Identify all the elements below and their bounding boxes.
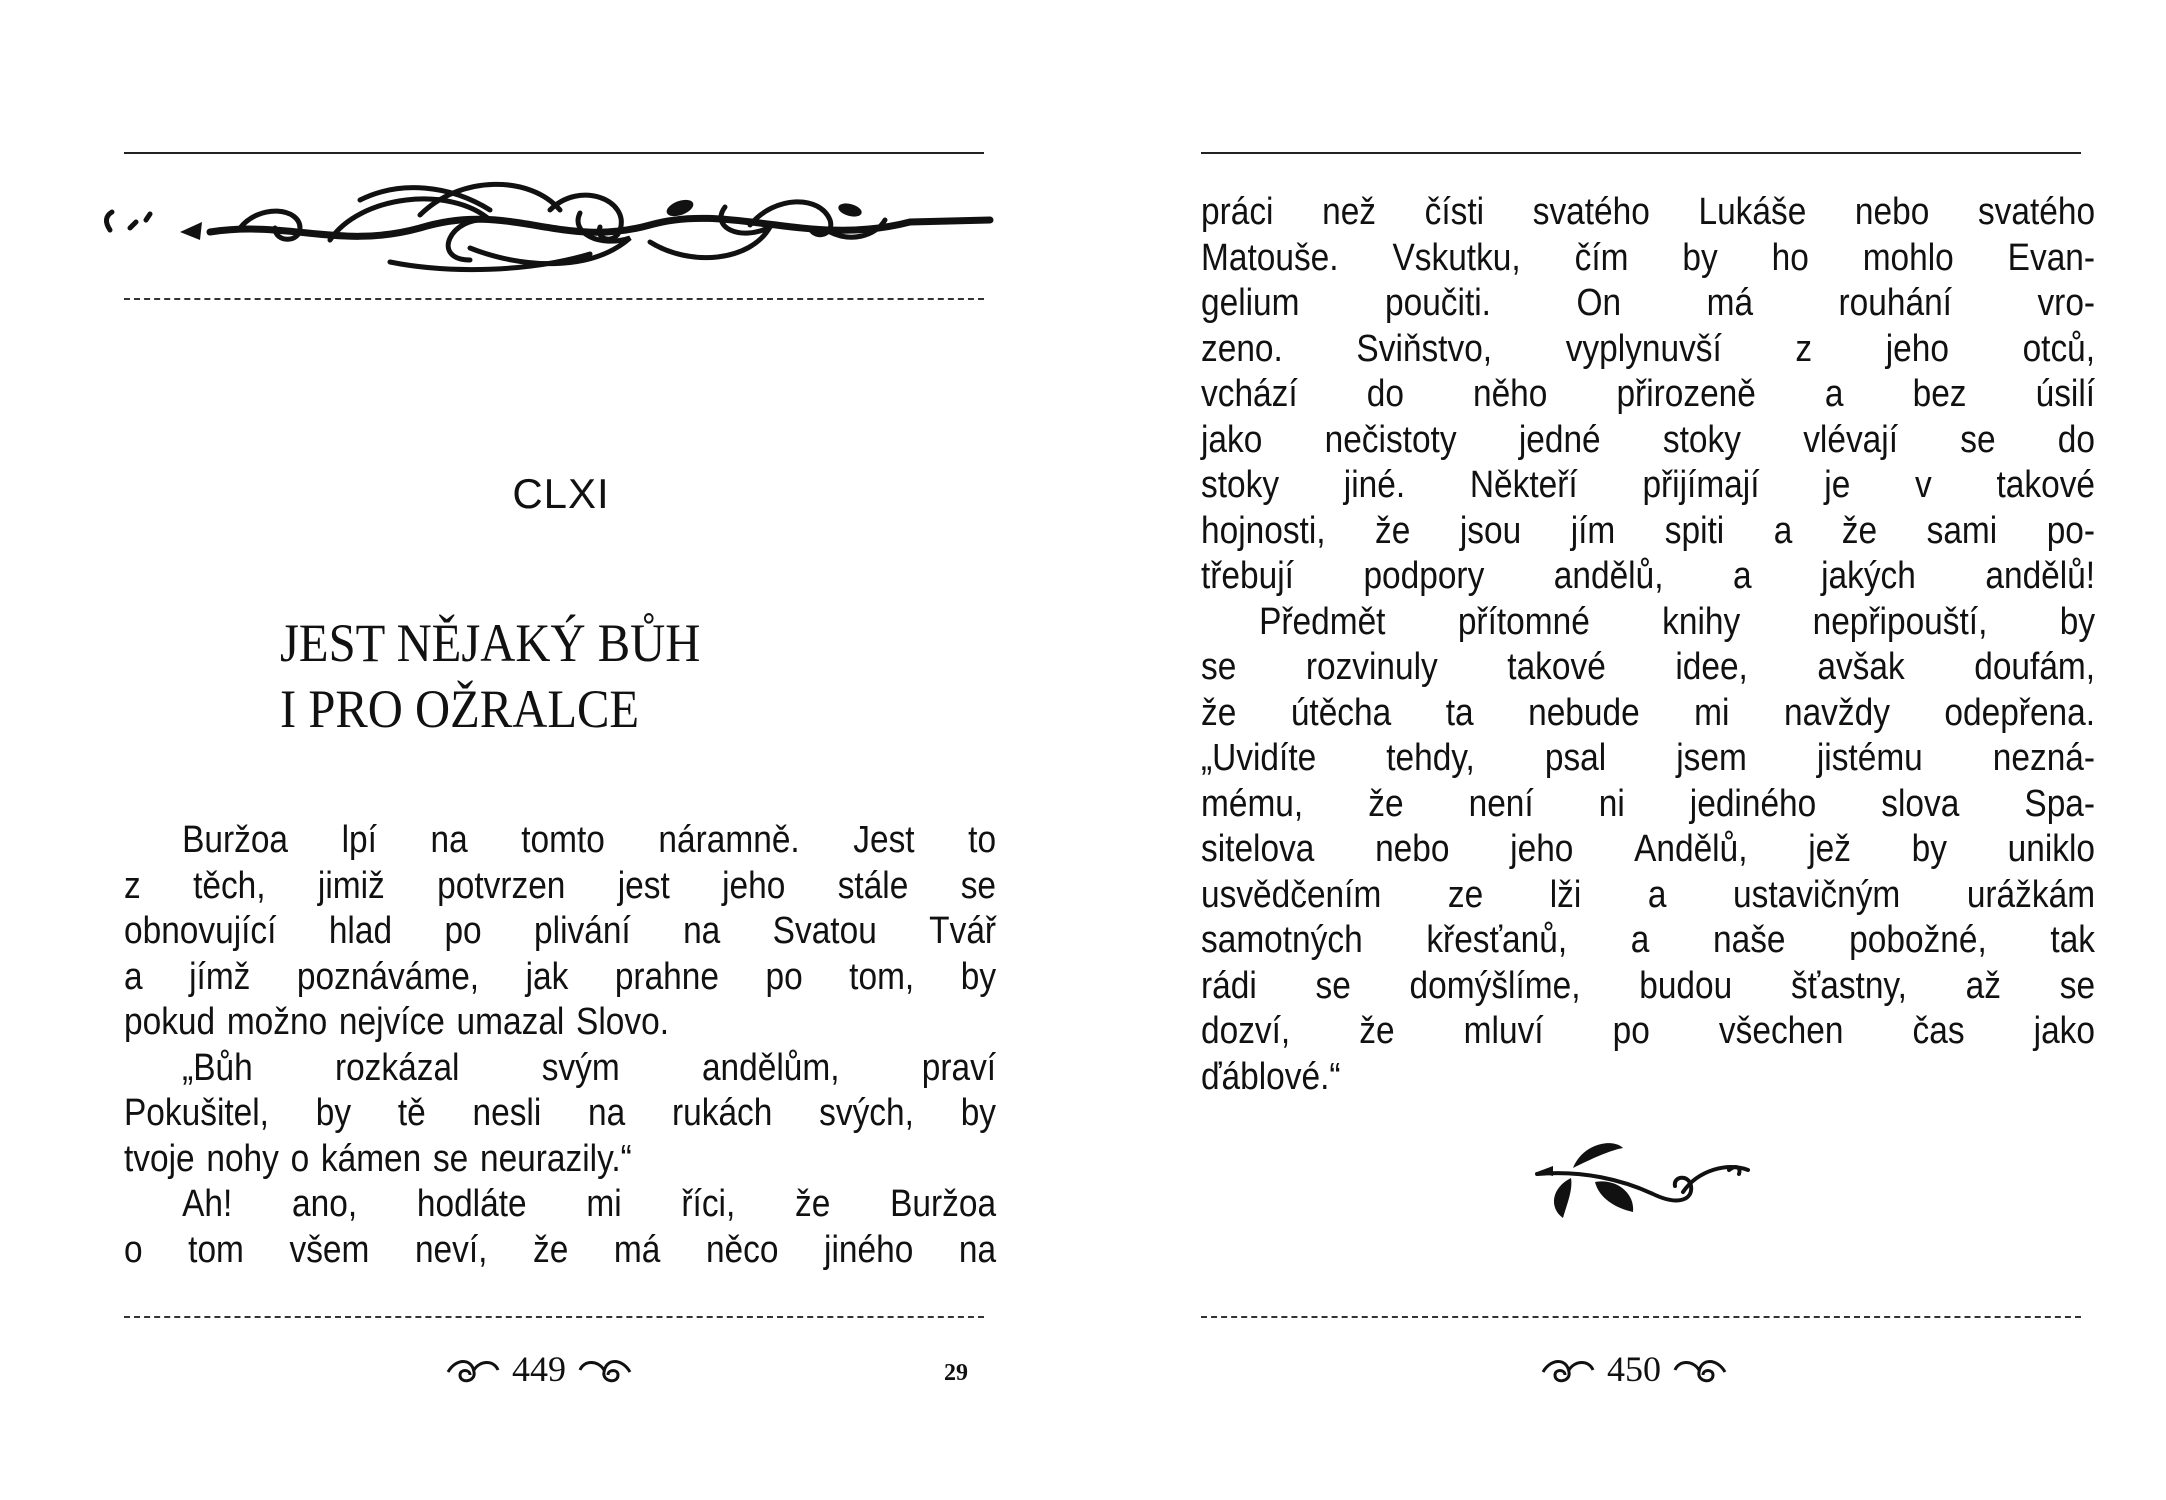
word: sitelova (1201, 828, 1315, 870)
word: tě (397, 1092, 426, 1134)
word: že (1841, 509, 1878, 552)
word: neví, (414, 1228, 488, 1271)
word: hojnosti, (1201, 509, 1326, 552)
word: jistému (1816, 737, 1923, 779)
word: šťastny, (1790, 964, 1907, 1007)
word: o (290, 1137, 310, 1180)
text-line (1201, 736, 2095, 782)
word: na (683, 910, 721, 952)
word: Svatou (772, 910, 877, 952)
word: křesťanů, (1426, 919, 1568, 961)
word: budou (1639, 964, 1733, 1007)
word: práci (1201, 191, 1274, 233)
text-line (124, 1091, 996, 1137)
vine-ornament-header (90, 170, 1020, 280)
word: má (613, 1228, 661, 1271)
word: jím (1570, 509, 1616, 552)
word: se (1960, 418, 1996, 461)
text-line (1201, 873, 2095, 919)
word: Tvář (929, 910, 997, 952)
word: a (1630, 919, 1650, 961)
page-number: 450 (1607, 1349, 1661, 1389)
word: po (1612, 1010, 1650, 1052)
word: svatého (1977, 191, 2096, 233)
word: Matouše. (1201, 236, 1339, 279)
word: jsou (1459, 509, 1522, 552)
right-body-text (1201, 190, 2095, 1100)
word: mi (1694, 691, 1730, 734)
word: slova (1881, 782, 1960, 825)
word: něco (705, 1228, 779, 1271)
word: na (588, 1092, 626, 1134)
top-rule (124, 152, 984, 154)
left-body-text (124, 818, 996, 1273)
word: není (1468, 782, 1534, 825)
word: jeho (722, 864, 786, 907)
word: se (432, 1137, 469, 1180)
signature-mark: 29 (944, 1360, 968, 1386)
word: jediného (1689, 782, 1817, 825)
word: že (1359, 1010, 1395, 1052)
word: nebude (1528, 691, 1640, 734)
word: všechen (1718, 1010, 1844, 1052)
word: rouhání (1838, 282, 1952, 324)
word: až (1965, 964, 2002, 1007)
word: andělů, (1553, 555, 1664, 597)
word: plivání (534, 910, 631, 952)
word: třebují (1201, 555, 1294, 597)
word: praví (921, 1046, 997, 1089)
word: jak (525, 955, 569, 998)
text-line (124, 1046, 996, 1092)
word: doufám, (1974, 646, 2096, 688)
word: ďáblové.“ (1201, 1055, 1341, 1098)
word: lži (1549, 873, 1582, 916)
word: že (1201, 691, 1237, 734)
word: zeno. (1201, 327, 1283, 370)
word: jako (1201, 418, 1263, 461)
word: takové (1507, 646, 1606, 688)
word: je (1824, 464, 1851, 506)
word: rozvinuly (1305, 646, 1438, 688)
text-line (124, 1137, 996, 1183)
footer-rule (1201, 1316, 2081, 1318)
word: ze (1447, 873, 1484, 916)
text-line (1201, 600, 2095, 646)
word: Předmět (1259, 600, 1386, 643)
word: svatého (1532, 191, 1650, 233)
text-line (1201, 281, 2095, 327)
word: sami (1926, 509, 1998, 552)
chapter-title (280, 610, 748, 742)
word: jeho (1885, 327, 1949, 370)
word: ano, (292, 1183, 358, 1225)
right-page (1083, 0, 2166, 1500)
word: čísti (1424, 191, 1485, 233)
word: poučiti. (1385, 282, 1491, 324)
word: tomto (521, 819, 605, 861)
word: vlévají (1803, 418, 1898, 461)
word: říci, (681, 1183, 736, 1225)
word: se (1315, 964, 1351, 1007)
word: se (2059, 964, 2096, 1007)
text-line (124, 818, 996, 864)
text-line (1201, 782, 2095, 828)
text-line (1201, 418, 2095, 464)
text-line (124, 955, 996, 1001)
word: prahne (614, 955, 719, 998)
word: všem (289, 1228, 370, 1271)
word: vro- (2037, 282, 2096, 324)
word: hodláte (416, 1183, 527, 1225)
scroll-ornament-left-icon (1539, 1354, 1597, 1384)
word: nejvíce (338, 1001, 445, 1043)
text-line (124, 909, 996, 955)
word: rádi (1201, 964, 1257, 1007)
word: na (958, 1228, 997, 1271)
word: tehdy, (1386, 737, 1475, 779)
text-line (1201, 827, 2095, 873)
word: tom, (849, 955, 915, 998)
word: nezná- (1992, 737, 2096, 779)
word: že (795, 1183, 831, 1225)
text-line (1201, 691, 2095, 737)
word: po- (2046, 509, 2096, 552)
word: mluví (1463, 1010, 1544, 1052)
word: o (124, 1228, 143, 1271)
word: vyplynuvší (1565, 327, 1722, 370)
word: úsilí (2035, 373, 2096, 415)
text-line (1201, 463, 2095, 509)
word: andělům, (701, 1046, 840, 1089)
text-line (124, 1182, 996, 1228)
word: jimiž (317, 864, 385, 907)
header-rule-lower (124, 298, 984, 300)
word: uniklo (2007, 828, 2096, 870)
word: jež (1808, 828, 1851, 870)
word: má (1706, 282, 1754, 324)
page-number: 449 (512, 1349, 566, 1389)
word: jedné (1518, 418, 1601, 461)
text-line (1201, 372, 2095, 418)
chapter-title-line: JEST NĚJAKÝ BŮH (280, 613, 701, 673)
word: to (968, 819, 997, 861)
word: v (1915, 464, 1932, 506)
word: obnovující (124, 910, 277, 952)
word: a (124, 955, 143, 998)
text-line (124, 1000, 996, 1046)
text-line (124, 1228, 996, 1274)
word: než (1322, 191, 1377, 233)
word: Někteří (1469, 464, 1578, 506)
word: podpory (1363, 555, 1485, 597)
word: po (444, 910, 482, 952)
word: nesli (472, 1092, 542, 1134)
word: náramně. (658, 819, 800, 861)
word: Vskutku, (1392, 236, 1521, 279)
word: by (1911, 828, 1947, 870)
word: ta (1445, 691, 1474, 734)
word: ho (1771, 236, 1809, 279)
word: se (1201, 646, 1237, 688)
word: tak (2050, 919, 2096, 961)
word: rozkázal (334, 1046, 460, 1089)
word: jímž (189, 955, 251, 998)
word: že (1368, 782, 1404, 825)
word: Jest (853, 819, 915, 861)
word: Lukáše (1698, 191, 1807, 233)
word: do (2057, 418, 2096, 461)
word: Buržoa (182, 819, 289, 861)
word: přirozeně (1616, 373, 1756, 415)
word: naše (1713, 919, 1786, 961)
word: nohy (206, 1137, 279, 1180)
word: jest (617, 864, 670, 907)
text-line (1201, 964, 2095, 1010)
word: jeho (1510, 828, 1574, 870)
word: takové (1996, 464, 2096, 506)
word: idee, (1675, 646, 1748, 688)
word: psal (1544, 737, 1607, 779)
word: mému, (1201, 782, 1304, 825)
text-line (1201, 236, 2095, 282)
word: z (124, 864, 141, 907)
word: bez (1912, 373, 1967, 415)
word: jiné. (1343, 464, 1406, 506)
word: spiti (1664, 509, 1725, 552)
word: mi (586, 1183, 622, 1225)
word: tom (188, 1228, 244, 1271)
word: těch, (193, 864, 266, 907)
word: knihy (1662, 600, 1741, 643)
word: samotných (1201, 919, 1363, 961)
word: nebo (1854, 191, 1930, 233)
word: jakých (1821, 555, 1916, 597)
word: přijímají (1642, 464, 1760, 506)
word: Pokušitel, (124, 1092, 269, 1134)
word: potvrzen (437, 864, 566, 907)
text-line (1201, 327, 2095, 373)
word: mohlo (1862, 236, 1954, 279)
word: On (1576, 282, 1622, 324)
word: nepřipouští, (1812, 600, 1988, 643)
word: kámen (320, 1137, 422, 1180)
word: Evan- (2007, 236, 2096, 279)
word: Ah! (182, 1183, 233, 1225)
word: po (765, 955, 803, 998)
word: usvědčením (1201, 873, 1382, 916)
text-line (1201, 645, 2095, 691)
text-line (1201, 1055, 2095, 1101)
word: možno (226, 1001, 328, 1043)
word: se (960, 864, 997, 907)
text-line (1201, 554, 2095, 600)
word: odepřena. (1944, 691, 2096, 734)
word: umazal (456, 1001, 565, 1043)
page-number-folio (444, 1348, 634, 1390)
word: by (960, 1092, 997, 1134)
word: jako (2033, 1010, 2096, 1052)
word: urážkám (1966, 873, 2096, 916)
footer-rule (124, 1316, 984, 1318)
text-line (124, 864, 996, 910)
word: svým (541, 1046, 620, 1089)
word: avšak (1817, 646, 1905, 688)
word: něho (1472, 373, 1548, 415)
word: andělů! (1985, 555, 2096, 597)
word: přítomné (1457, 600, 1590, 643)
word: pobožné, (1849, 919, 1987, 961)
word: vchází (1201, 373, 1298, 415)
text-line (1201, 1009, 2095, 1055)
word: svých, (819, 1092, 914, 1134)
word: Buržoa (890, 1183, 997, 1225)
word: navždy (1783, 691, 1890, 734)
chapter-title-line: I PRO OŽRALCE (280, 679, 640, 739)
word: ustavičným (1733, 873, 1901, 916)
word: na (430, 819, 468, 861)
word: gelium (1201, 282, 1300, 324)
word: stoky (1201, 464, 1280, 506)
word: Slovo. (576, 1001, 670, 1043)
word: by (1682, 236, 1718, 279)
word: Sviňstvo, (1356, 327, 1493, 370)
word: že (1375, 509, 1411, 552)
word: a (1824, 373, 1844, 415)
word: do (1366, 373, 1404, 415)
word: jiného (824, 1228, 914, 1271)
word: otců, (2022, 327, 2096, 370)
word: dozví, (1201, 1010, 1291, 1052)
word: poznáváme, (296, 955, 480, 998)
word: domýšlíme, (1409, 964, 1581, 1007)
word: by (960, 955, 997, 998)
word: čas (1912, 1010, 1965, 1052)
page-number-folio (1539, 1348, 1729, 1390)
word: pokud (124, 1001, 216, 1043)
chapter-number: CLXI (512, 470, 610, 517)
word: rukách (672, 1092, 773, 1134)
word: „Uvidíte (1201, 737, 1317, 779)
word: z (1795, 327, 1813, 370)
scroll-ornament-right-icon (1671, 1354, 1729, 1384)
scroll-ornament-left-icon (444, 1354, 502, 1384)
scroll-ornament-right-icon (576, 1354, 634, 1384)
word: čím (1574, 236, 1629, 279)
word: útěcha (1290, 691, 1392, 734)
word: Andělů, (1634, 828, 1748, 870)
word: tvoje (124, 1137, 195, 1180)
word: Spa- (2024, 782, 2096, 825)
word: nečistoty (1324, 418, 1457, 461)
word: nebo (1375, 828, 1450, 870)
word: stále (837, 864, 909, 907)
word: stoky (1662, 418, 1741, 461)
word: ni (1598, 782, 1625, 825)
word: a (1732, 555, 1752, 597)
word: by (2059, 600, 2096, 643)
text-line (1201, 509, 2095, 555)
word: a (1647, 873, 1667, 916)
text-line (1201, 190, 2095, 236)
text-line (1201, 918, 2095, 964)
top-rule (1201, 152, 2081, 154)
word: a (1773, 509, 1793, 552)
word: hlad (328, 910, 393, 952)
word: že (533, 1228, 569, 1271)
word: lpí (341, 819, 377, 861)
leaf-vine-tailpiece-icon (1533, 1130, 1753, 1230)
word: neurazily.“ (479, 1137, 632, 1180)
word: „Bůh (182, 1046, 253, 1089)
word: by (315, 1092, 352, 1134)
word: jsem (1676, 737, 1747, 779)
